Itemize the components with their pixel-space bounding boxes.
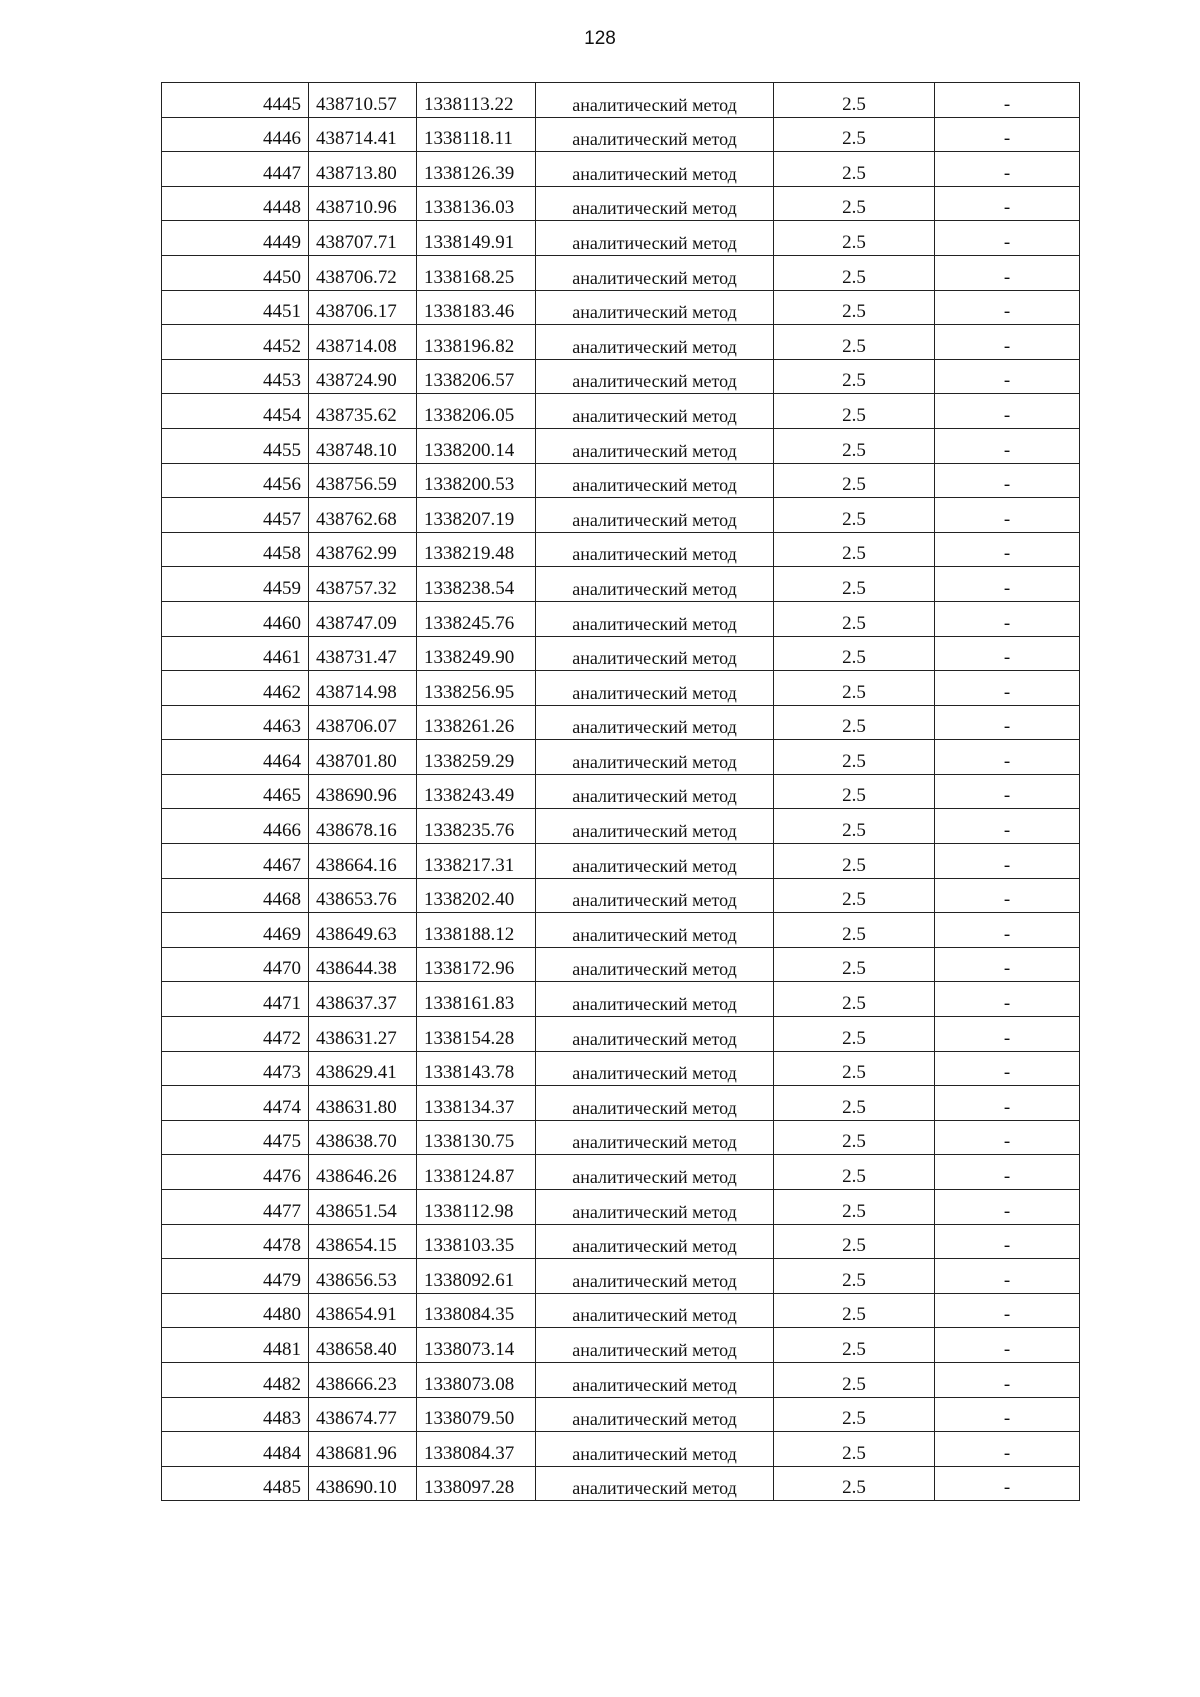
- note-cell: -: [935, 221, 1080, 256]
- accuracy-cell: 2.5: [774, 325, 935, 360]
- x-coordinate-cell: 438681.96: [309, 1432, 417, 1467]
- accuracy-cell: 2.5: [774, 83, 935, 118]
- x-coordinate-cell: 438649.63: [309, 913, 417, 948]
- method-cell: аналитический метод: [536, 255, 774, 290]
- table-row: [162, 878, 1080, 913]
- y-coordinate-cell: 1338097.28: [417, 1466, 536, 1501]
- accuracy-cell: 2.5: [774, 740, 935, 775]
- method-cell: аналитический метод: [536, 394, 774, 429]
- table-row: [162, 671, 1080, 706]
- table-row: [162, 636, 1080, 671]
- accuracy-cell: 2.5: [774, 186, 935, 221]
- table-row: [162, 982, 1080, 1017]
- x-coordinate-cell: 438762.68: [309, 498, 417, 533]
- note-cell: -: [935, 774, 1080, 809]
- y-coordinate-cell: 1338172.96: [417, 947, 536, 982]
- method-cell: аналитический метод: [536, 1086, 774, 1121]
- table-row: [162, 290, 1080, 325]
- y-coordinate-cell: 1338207.19: [417, 498, 536, 533]
- x-coordinate-cell: 438631.80: [309, 1086, 417, 1121]
- table-row: [162, 1466, 1080, 1501]
- method-cell: аналитический метод: [536, 290, 774, 325]
- point-number-cell: 4469: [162, 913, 309, 948]
- point-number-cell: 4447: [162, 152, 309, 187]
- note-cell: -: [935, 359, 1080, 394]
- table-row: [162, 1224, 1080, 1259]
- y-coordinate-cell: 1338154.28: [417, 1017, 536, 1052]
- x-coordinate-cell: 438656.53: [309, 1259, 417, 1294]
- accuracy-cell: 2.5: [774, 1328, 935, 1363]
- table-row: [162, 947, 1080, 982]
- method-cell: аналитический метод: [536, 428, 774, 463]
- point-number-cell: 4481: [162, 1328, 309, 1363]
- table-row: [162, 117, 1080, 152]
- y-coordinate-cell: 1338238.54: [417, 567, 536, 602]
- x-coordinate-cell: 438629.41: [309, 1051, 417, 1086]
- y-coordinate-cell: 1338183.46: [417, 290, 536, 325]
- x-coordinate-cell: 438710.96: [309, 186, 417, 221]
- note-cell: -: [935, 325, 1080, 360]
- x-coordinate-cell: 438757.32: [309, 567, 417, 602]
- y-coordinate-cell: 1338112.98: [417, 1190, 536, 1225]
- x-coordinate-cell: 438651.54: [309, 1190, 417, 1225]
- note-cell: -: [935, 809, 1080, 844]
- x-coordinate-cell: 438638.70: [309, 1120, 417, 1155]
- table-row: [162, 255, 1080, 290]
- table-row: [162, 1017, 1080, 1052]
- y-coordinate-cell: 1338243.49: [417, 774, 536, 809]
- accuracy-cell: 2.5: [774, 463, 935, 498]
- table-row: [162, 498, 1080, 533]
- method-cell: аналитический метод: [536, 1328, 774, 1363]
- y-coordinate-cell: 1338249.90: [417, 636, 536, 671]
- note-cell: -: [935, 601, 1080, 636]
- note-cell: -: [935, 428, 1080, 463]
- note-cell: -: [935, 1224, 1080, 1259]
- method-cell: аналитический метод: [536, 117, 774, 152]
- method-cell: аналитический метод: [536, 636, 774, 671]
- y-coordinate-cell: 1338200.53: [417, 463, 536, 498]
- table-row: [162, 221, 1080, 256]
- accuracy-cell: 2.5: [774, 1017, 935, 1052]
- accuracy-cell: 2.5: [774, 671, 935, 706]
- x-coordinate-cell: 438748.10: [309, 428, 417, 463]
- method-cell: аналитический метод: [536, 567, 774, 602]
- x-coordinate-cell: 438653.76: [309, 878, 417, 913]
- accuracy-cell: 2.5: [774, 255, 935, 290]
- method-cell: аналитический метод: [536, 1120, 774, 1155]
- method-cell: аналитический метод: [536, 878, 774, 913]
- method-cell: аналитический метод: [536, 1432, 774, 1467]
- y-coordinate-cell: 1338149.91: [417, 221, 536, 256]
- y-coordinate-cell: 1338206.05: [417, 394, 536, 429]
- x-coordinate-cell: 438756.59: [309, 463, 417, 498]
- note-cell: -: [935, 671, 1080, 706]
- coordinates-table: [161, 82, 1080, 1501]
- accuracy-cell: 2.5: [774, 532, 935, 567]
- point-number-cell: 4468: [162, 878, 309, 913]
- point-number-cell: 4455: [162, 428, 309, 463]
- method-cell: аналитический метод: [536, 1224, 774, 1259]
- x-coordinate-cell: 438714.08: [309, 325, 417, 360]
- point-number-cell: 4448: [162, 186, 309, 221]
- table-row: [162, 186, 1080, 221]
- note-cell: -: [935, 463, 1080, 498]
- table-row: [162, 1328, 1080, 1363]
- accuracy-cell: 2.5: [774, 982, 935, 1017]
- accuracy-cell: 2.5: [774, 1432, 935, 1467]
- note-cell: -: [935, 290, 1080, 325]
- note-cell: -: [935, 982, 1080, 1017]
- method-cell: аналитический метод: [536, 1293, 774, 1328]
- point-number-cell: 4472: [162, 1017, 309, 1052]
- method-cell: аналитический метод: [536, 1259, 774, 1294]
- method-cell: аналитический метод: [536, 774, 774, 809]
- method-cell: аналитический метод: [536, 1397, 774, 1432]
- note-cell: -: [935, 1155, 1080, 1190]
- y-coordinate-cell: 1338245.76: [417, 601, 536, 636]
- point-number-cell: 4478: [162, 1224, 309, 1259]
- y-coordinate-cell: 1338161.83: [417, 982, 536, 1017]
- table-row: [162, 567, 1080, 602]
- note-cell: -: [935, 1017, 1080, 1052]
- accuracy-cell: 2.5: [774, 359, 935, 394]
- x-coordinate-cell: 438710.57: [309, 83, 417, 118]
- y-coordinate-cell: 1338118.11: [417, 117, 536, 152]
- point-number-cell: 4452: [162, 325, 309, 360]
- table-row: [162, 809, 1080, 844]
- accuracy-cell: 2.5: [774, 636, 935, 671]
- y-coordinate-cell: 1338103.35: [417, 1224, 536, 1259]
- accuracy-cell: 2.5: [774, 1120, 935, 1155]
- x-coordinate-cell: 438690.10: [309, 1466, 417, 1501]
- point-number-cell: 4457: [162, 498, 309, 533]
- coordinates-table-body: [162, 83, 1080, 1501]
- y-coordinate-cell: 1338188.12: [417, 913, 536, 948]
- y-coordinate-cell: 1338235.76: [417, 809, 536, 844]
- x-coordinate-cell: 438690.96: [309, 774, 417, 809]
- table-row: [162, 1362, 1080, 1397]
- table-row: [162, 394, 1080, 429]
- table-row: [162, 325, 1080, 360]
- y-coordinate-cell: 1338092.61: [417, 1259, 536, 1294]
- point-number-cell: 4446: [162, 117, 309, 152]
- method-cell: аналитический метод: [536, 1362, 774, 1397]
- note-cell: -: [935, 83, 1080, 118]
- method-cell: аналитический метод: [536, 913, 774, 948]
- table-row: [162, 1051, 1080, 1086]
- point-number-cell: 4463: [162, 705, 309, 740]
- y-coordinate-cell: 1338130.75: [417, 1120, 536, 1155]
- note-cell: -: [935, 913, 1080, 948]
- accuracy-cell: 2.5: [774, 774, 935, 809]
- y-coordinate-cell: 1338200.14: [417, 428, 536, 463]
- note-cell: -: [935, 1362, 1080, 1397]
- note-cell: -: [935, 117, 1080, 152]
- point-number-cell: 4479: [162, 1259, 309, 1294]
- x-coordinate-cell: 438762.99: [309, 532, 417, 567]
- note-cell: -: [935, 705, 1080, 740]
- y-coordinate-cell: 1338261.26: [417, 705, 536, 740]
- accuracy-cell: 2.5: [774, 1155, 935, 1190]
- method-cell: аналитический метод: [536, 221, 774, 256]
- y-coordinate-cell: 1338219.48: [417, 532, 536, 567]
- x-coordinate-cell: 438658.40: [309, 1328, 417, 1363]
- accuracy-cell: 2.5: [774, 1466, 935, 1501]
- note-cell: -: [935, 1328, 1080, 1363]
- x-coordinate-cell: 438644.38: [309, 947, 417, 982]
- method-cell: аналитический метод: [536, 705, 774, 740]
- y-coordinate-cell: 1338134.37: [417, 1086, 536, 1121]
- x-coordinate-cell: 438701.80: [309, 740, 417, 775]
- accuracy-cell: 2.5: [774, 601, 935, 636]
- point-number-cell: 4462: [162, 671, 309, 706]
- accuracy-cell: 2.5: [774, 1362, 935, 1397]
- table-row: [162, 913, 1080, 948]
- y-coordinate-cell: 1338073.14: [417, 1328, 536, 1363]
- method-cell: аналитический метод: [536, 83, 774, 118]
- table-row: [162, 1432, 1080, 1467]
- method-cell: аналитический метод: [536, 601, 774, 636]
- accuracy-cell: 2.5: [774, 117, 935, 152]
- note-cell: -: [935, 567, 1080, 602]
- accuracy-cell: 2.5: [774, 1259, 935, 1294]
- y-coordinate-cell: 1338196.82: [417, 325, 536, 360]
- x-coordinate-cell: 438714.41: [309, 117, 417, 152]
- method-cell: аналитический метод: [536, 809, 774, 844]
- x-coordinate-cell: 438678.16: [309, 809, 417, 844]
- point-number-cell: 4450: [162, 255, 309, 290]
- point-number-cell: 4464: [162, 740, 309, 775]
- note-cell: -: [935, 636, 1080, 671]
- x-coordinate-cell: 438735.62: [309, 394, 417, 429]
- x-coordinate-cell: 438654.15: [309, 1224, 417, 1259]
- note-cell: -: [935, 1259, 1080, 1294]
- point-number-cell: 4470: [162, 947, 309, 982]
- table-row: [162, 1259, 1080, 1294]
- table-row: [162, 1120, 1080, 1155]
- method-cell: аналитический метод: [536, 359, 774, 394]
- y-coordinate-cell: 1338084.35: [417, 1293, 536, 1328]
- accuracy-cell: 2.5: [774, 1190, 935, 1225]
- note-cell: -: [935, 1397, 1080, 1432]
- method-cell: аналитический метод: [536, 740, 774, 775]
- accuracy-cell: 2.5: [774, 913, 935, 948]
- x-coordinate-cell: 438631.27: [309, 1017, 417, 1052]
- point-number-cell: 4485: [162, 1466, 309, 1501]
- accuracy-cell: 2.5: [774, 1224, 935, 1259]
- note-cell: -: [935, 1466, 1080, 1501]
- point-number-cell: 4471: [162, 982, 309, 1017]
- note-cell: -: [935, 255, 1080, 290]
- page-number: 128: [584, 28, 616, 49]
- y-coordinate-cell: 1338202.40: [417, 878, 536, 913]
- x-coordinate-cell: 438747.09: [309, 601, 417, 636]
- y-coordinate-cell: 1338084.37: [417, 1432, 536, 1467]
- y-coordinate-cell: 1338217.31: [417, 844, 536, 879]
- accuracy-cell: 2.5: [774, 1086, 935, 1121]
- table-row: [162, 1155, 1080, 1190]
- y-coordinate-cell: 1338113.22: [417, 83, 536, 118]
- table-row: [162, 359, 1080, 394]
- table-row: [162, 463, 1080, 498]
- point-number-cell: 4461: [162, 636, 309, 671]
- x-coordinate-cell: 438706.17: [309, 290, 417, 325]
- method-cell: аналитический метод: [536, 463, 774, 498]
- note-cell: -: [935, 947, 1080, 982]
- y-coordinate-cell: 1338126.39: [417, 152, 536, 187]
- table-row: [162, 844, 1080, 879]
- accuracy-cell: 2.5: [774, 498, 935, 533]
- point-number-cell: 4456: [162, 463, 309, 498]
- note-cell: -: [935, 844, 1080, 879]
- accuracy-cell: 2.5: [774, 844, 935, 879]
- accuracy-cell: 2.5: [774, 428, 935, 463]
- point-number-cell: 4458: [162, 532, 309, 567]
- method-cell: аналитический метод: [536, 1190, 774, 1225]
- x-coordinate-cell: 438637.37: [309, 982, 417, 1017]
- point-number-cell: 4466: [162, 809, 309, 844]
- point-number-cell: 4480: [162, 1293, 309, 1328]
- y-coordinate-cell: 1338256.95: [417, 671, 536, 706]
- note-cell: -: [935, 532, 1080, 567]
- x-coordinate-cell: 438724.90: [309, 359, 417, 394]
- note-cell: -: [935, 1086, 1080, 1121]
- x-coordinate-cell: 438706.07: [309, 705, 417, 740]
- note-cell: -: [935, 498, 1080, 533]
- accuracy-cell: 2.5: [774, 878, 935, 913]
- note-cell: -: [935, 878, 1080, 913]
- note-cell: -: [935, 740, 1080, 775]
- accuracy-cell: 2.5: [774, 705, 935, 740]
- note-cell: -: [935, 186, 1080, 221]
- point-number-cell: 4459: [162, 567, 309, 602]
- point-number-cell: 4454: [162, 394, 309, 429]
- method-cell: аналитический метод: [536, 982, 774, 1017]
- method-cell: аналитический метод: [536, 498, 774, 533]
- note-cell: -: [935, 1120, 1080, 1155]
- x-coordinate-cell: 438674.77: [309, 1397, 417, 1432]
- y-coordinate-cell: 1338259.29: [417, 740, 536, 775]
- table-row: [162, 83, 1080, 118]
- point-number-cell: 4483: [162, 1397, 309, 1432]
- table-row: [162, 601, 1080, 636]
- point-number-cell: 4482: [162, 1362, 309, 1397]
- accuracy-cell: 2.5: [774, 152, 935, 187]
- x-coordinate-cell: 438713.80: [309, 152, 417, 187]
- point-number-cell: 4475: [162, 1120, 309, 1155]
- x-coordinate-cell: 438707.71: [309, 221, 417, 256]
- table-row: [162, 1086, 1080, 1121]
- table-row: [162, 705, 1080, 740]
- point-number-cell: 4473: [162, 1051, 309, 1086]
- note-cell: -: [935, 152, 1080, 187]
- point-number-cell: 4449: [162, 221, 309, 256]
- y-coordinate-cell: 1338143.78: [417, 1051, 536, 1086]
- x-coordinate-cell: 438664.16: [309, 844, 417, 879]
- y-coordinate-cell: 1338079.50: [417, 1397, 536, 1432]
- method-cell: аналитический метод: [536, 186, 774, 221]
- accuracy-cell: 2.5: [774, 394, 935, 429]
- table-row: [162, 774, 1080, 809]
- point-number-cell: 4453: [162, 359, 309, 394]
- accuracy-cell: 2.5: [774, 947, 935, 982]
- accuracy-cell: 2.5: [774, 290, 935, 325]
- accuracy-cell: 2.5: [774, 1397, 935, 1432]
- method-cell: аналитический метод: [536, 532, 774, 567]
- point-number-cell: 4474: [162, 1086, 309, 1121]
- method-cell: аналитический метод: [536, 844, 774, 879]
- point-number-cell: 4460: [162, 601, 309, 636]
- y-coordinate-cell: 1338124.87: [417, 1155, 536, 1190]
- point-number-cell: 4484: [162, 1432, 309, 1467]
- accuracy-cell: 2.5: [774, 1051, 935, 1086]
- x-coordinate-cell: 438706.72: [309, 255, 417, 290]
- y-coordinate-cell: 1338073.08: [417, 1362, 536, 1397]
- note-cell: -: [935, 1432, 1080, 1467]
- table-row: [162, 152, 1080, 187]
- x-coordinate-cell: 438714.98: [309, 671, 417, 706]
- method-cell: аналитический метод: [536, 1466, 774, 1501]
- accuracy-cell: 2.5: [774, 221, 935, 256]
- point-number-cell: 4467: [162, 844, 309, 879]
- accuracy-cell: 2.5: [774, 809, 935, 844]
- method-cell: аналитический метод: [536, 1017, 774, 1052]
- table-row: [162, 1293, 1080, 1328]
- y-coordinate-cell: 1338136.03: [417, 186, 536, 221]
- method-cell: аналитический метод: [536, 152, 774, 187]
- y-coordinate-cell: 1338168.25: [417, 255, 536, 290]
- point-number-cell: 4477: [162, 1190, 309, 1225]
- x-coordinate-cell: 438666.23: [309, 1362, 417, 1397]
- accuracy-cell: 2.5: [774, 1293, 935, 1328]
- point-number-cell: 4465: [162, 774, 309, 809]
- x-coordinate-cell: 438654.91: [309, 1293, 417, 1328]
- table-row: [162, 740, 1080, 775]
- method-cell: аналитический метод: [536, 671, 774, 706]
- note-cell: -: [935, 1190, 1080, 1225]
- method-cell: аналитический метод: [536, 325, 774, 360]
- method-cell: аналитический метод: [536, 947, 774, 982]
- table-row: [162, 532, 1080, 567]
- x-coordinate-cell: 438646.26: [309, 1155, 417, 1190]
- table-row: [162, 428, 1080, 463]
- accuracy-cell: 2.5: [774, 567, 935, 602]
- method-cell: аналитический метод: [536, 1051, 774, 1086]
- point-number-cell: 4476: [162, 1155, 309, 1190]
- table-row: [162, 1397, 1080, 1432]
- point-number-cell: 4451: [162, 290, 309, 325]
- note-cell: -: [935, 394, 1080, 429]
- method-cell: аналитический метод: [536, 1155, 774, 1190]
- table-row: [162, 1190, 1080, 1225]
- note-cell: -: [935, 1293, 1080, 1328]
- y-coordinate-cell: 1338206.57: [417, 359, 536, 394]
- point-number-cell: 4445: [162, 83, 309, 118]
- x-coordinate-cell: 438731.47: [309, 636, 417, 671]
- note-cell: -: [935, 1051, 1080, 1086]
